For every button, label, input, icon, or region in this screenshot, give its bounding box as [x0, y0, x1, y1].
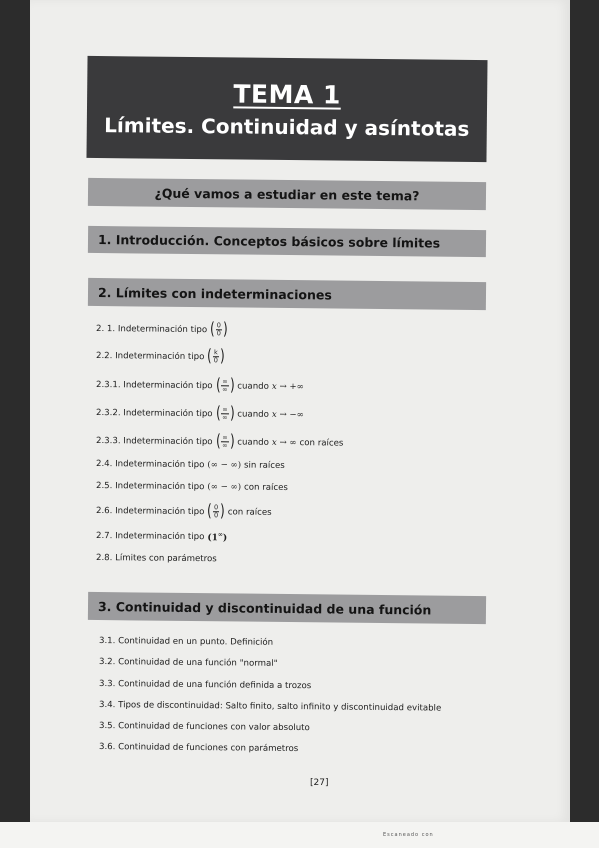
chapter-title-block [86, 56, 487, 162]
fraction: ( 0 0 ) [210, 319, 228, 340]
list-item: 2.3.1. Indeterminación tipo ( ∞ ∞ ) cuando x → +∞ [95, 375, 304, 396]
list-item: 2.8. Límites con parámetros [95, 553, 217, 565]
chapter-title: Límites. Continuidad y asíntotas [104, 113, 470, 141]
list-item: 3.3. Continuidad de una función definida a trozos [98, 679, 312, 692]
section-3-text: 3. Continuidad y discontinuidad de una función [97, 598, 432, 618]
section-2-heading [88, 278, 486, 310]
intro-question-text: ¿Qué vamos a estudiar en este tema? [154, 185, 420, 203]
list-item: 3.1. Continuidad en un punto. Definición [98, 636, 274, 648]
fraction: ( 0 0 ) [207, 501, 225, 522]
page-number: [27] [310, 778, 329, 788]
list-item: 2. 1. Indeterminación tipo ( 0 0 ) [95, 319, 228, 340]
list-item: 3.2. Continuidad de una función "normal" [98, 657, 278, 669]
list-item: 3.6. Continuidad de funciones con parámetros [98, 742, 299, 755]
section-2-text: 2. Límites con indeterminaciones [97, 284, 332, 302]
chapter-number: TEMA 1 [233, 79, 342, 110]
list-item: 3.4. Tipos de discontinuidad: Salto finito, salto infinito y discontinuidad evitable [98, 700, 442, 714]
scan-background [0, 822, 599, 848]
fraction: ( ∞ ∞ ) [215, 431, 235, 452]
power-expression: (1∞) [207, 531, 228, 544]
intro-question-bar [88, 178, 486, 210]
section-3-heading [88, 592, 486, 624]
list-item: 2.4. Indeterminación tipo (∞ − ∞) sin raíces [95, 459, 285, 471]
list-item: 2.7. Indeterminación tipo (1∞) [95, 531, 228, 544]
scanner-watermark: Escaneado con [383, 832, 434, 838]
list-item: 2.5. Indeterminación tipo (∞ − ∞) con raíces [95, 481, 288, 494]
list-item: 2.3.3. Indeterminación tipo ( ∞ ∞ ) cuando x → ∞ con raíces [95, 431, 344, 452]
list-item: 2.6. Indeterminación tipo ( 0 0 ) con raíces [95, 501, 272, 522]
fraction: ( ∞ ∞ ) [215, 403, 235, 424]
section-1-heading [88, 226, 486, 257]
list-item: 2.3.2. Indeterminación tipo ( ∞ ∞ ) cuando x → −∞ [95, 403, 304, 424]
section-1-text: 1. Introducción. Conceptos básicos sobre límites [97, 232, 441, 251]
list-item: 3.5. Continuidad de funciones con valor absoluto [98, 721, 310, 734]
book-page [30, 0, 570, 822]
fraction: ( k 0 ) [207, 346, 225, 367]
list-item: 2.2. Indeterminación tipo ( k 0 ) [95, 346, 225, 367]
fraction: ( ∞ ∞ ) [215, 375, 235, 396]
